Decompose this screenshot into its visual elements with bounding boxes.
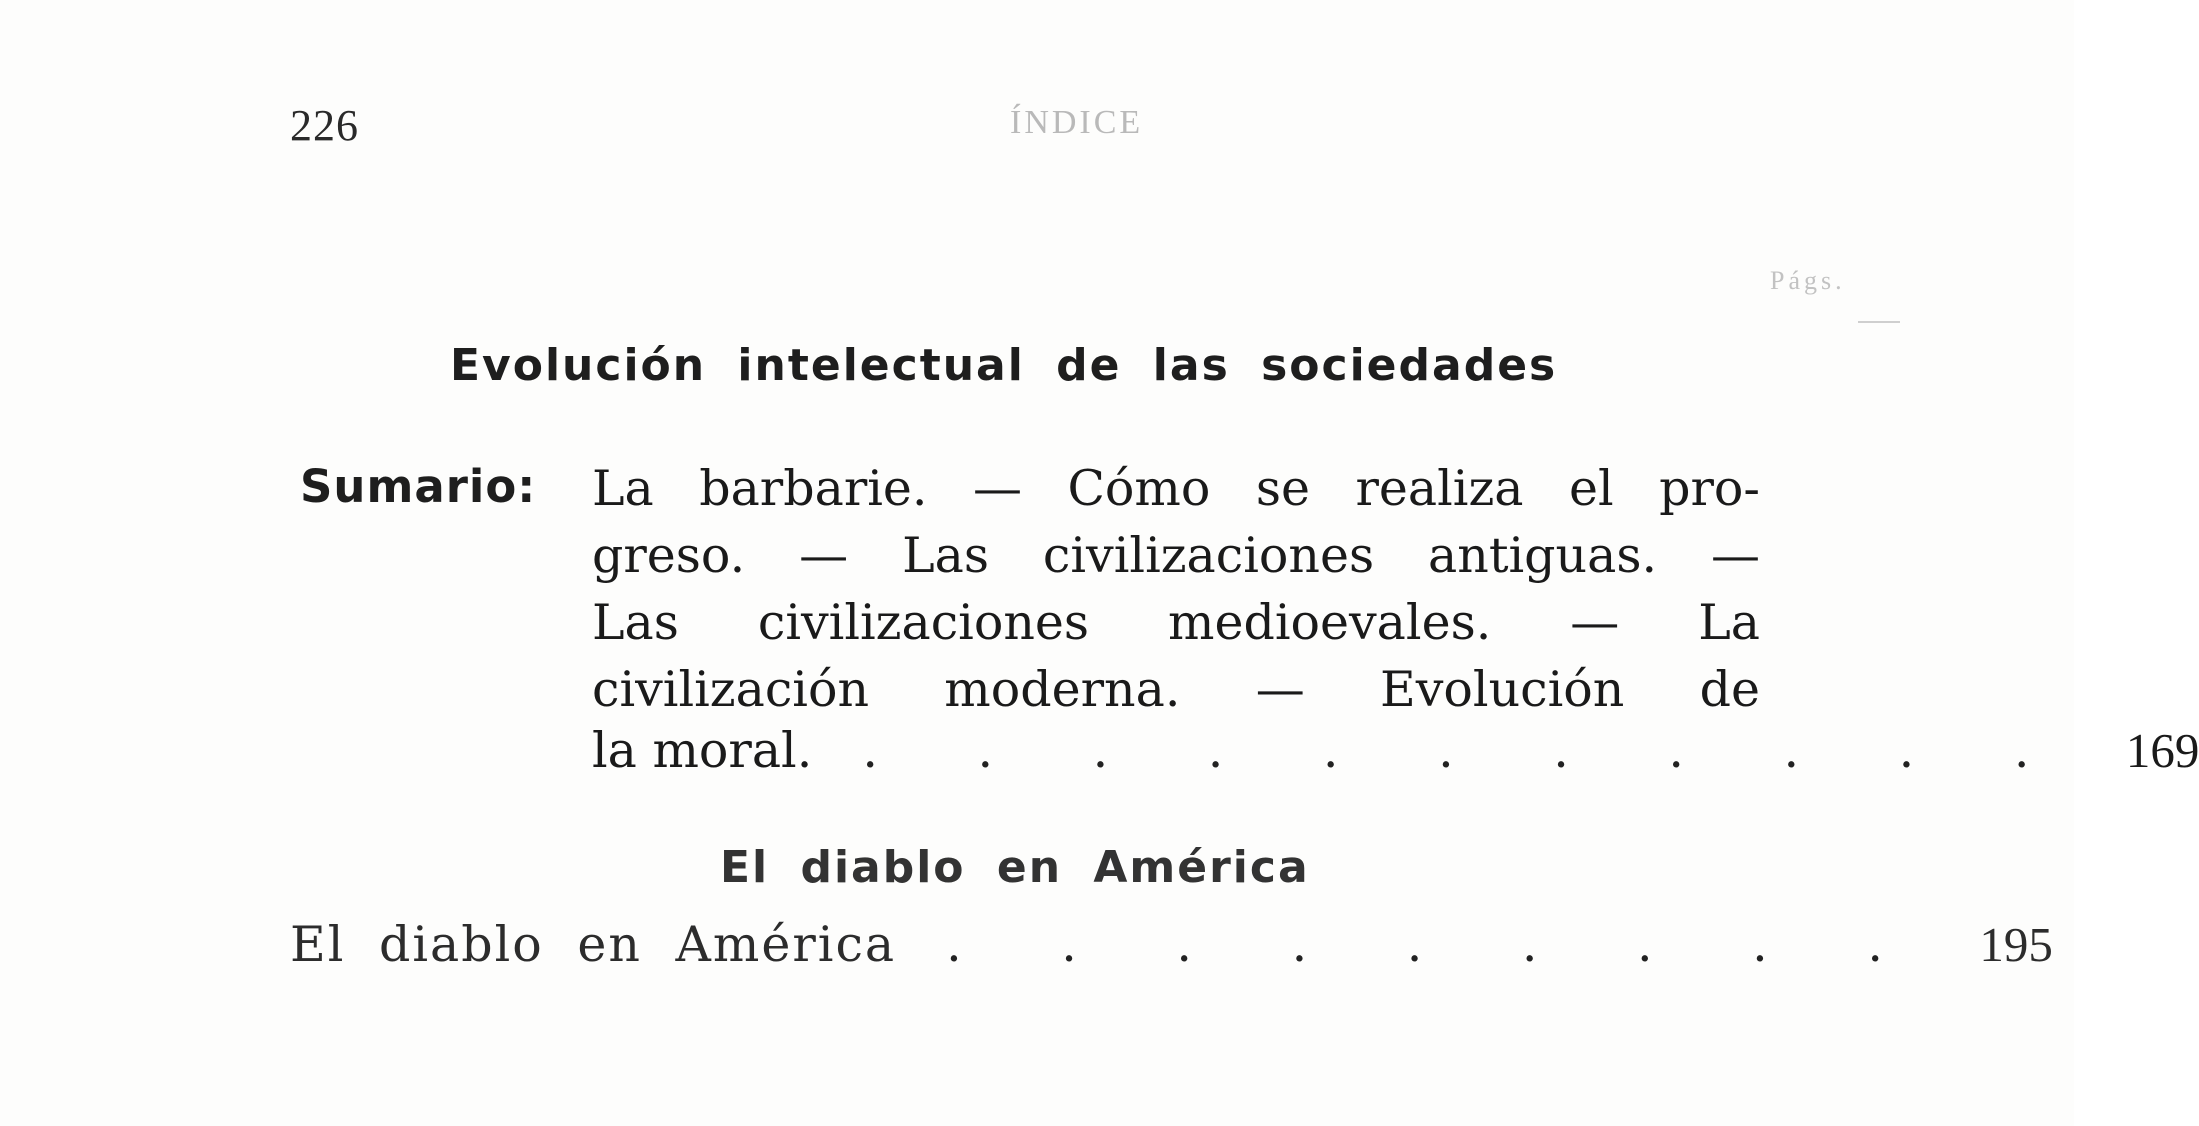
toc-entry-diablo (290, 916, 2053, 973)
summary-label: Sumario: (300, 460, 537, 513)
toc-entry-last-line: la moral. (592, 722, 813, 779)
page-column-label: Págs. (1770, 266, 1846, 295)
section-title-diablo: El diablo en América (720, 842, 1310, 893)
toc-page-number: 169 (2125, 723, 2199, 778)
page-column-rule (1858, 321, 1900, 323)
summary-line: Las civilizaciones medioevales. — La (592, 594, 1760, 651)
summary-line: civilización moderna. — Evolución de (592, 661, 1760, 718)
toc-page-number: 195 (1979, 917, 2053, 972)
toc-entry-text: El diablo en América (290, 916, 897, 973)
page-number: 226 (290, 101, 359, 150)
leader-dots: . . . . . . . . . (946, 916, 1925, 973)
summary-line: greso. — Las civilizaciones antiguas. — (592, 527, 1760, 584)
running-header: ÍNDICE (1010, 104, 1144, 141)
summary-line: La barbarie. — Cómo se realiza el pro- (592, 460, 1760, 517)
toc-entry-evolucion (592, 722, 2199, 779)
section-title-evolucion: Evolución intelectual de las sociedades (450, 340, 1558, 391)
leader-dots: . . . . . . . . . . . (862, 722, 2072, 779)
summary-text-block (592, 455, 1760, 723)
